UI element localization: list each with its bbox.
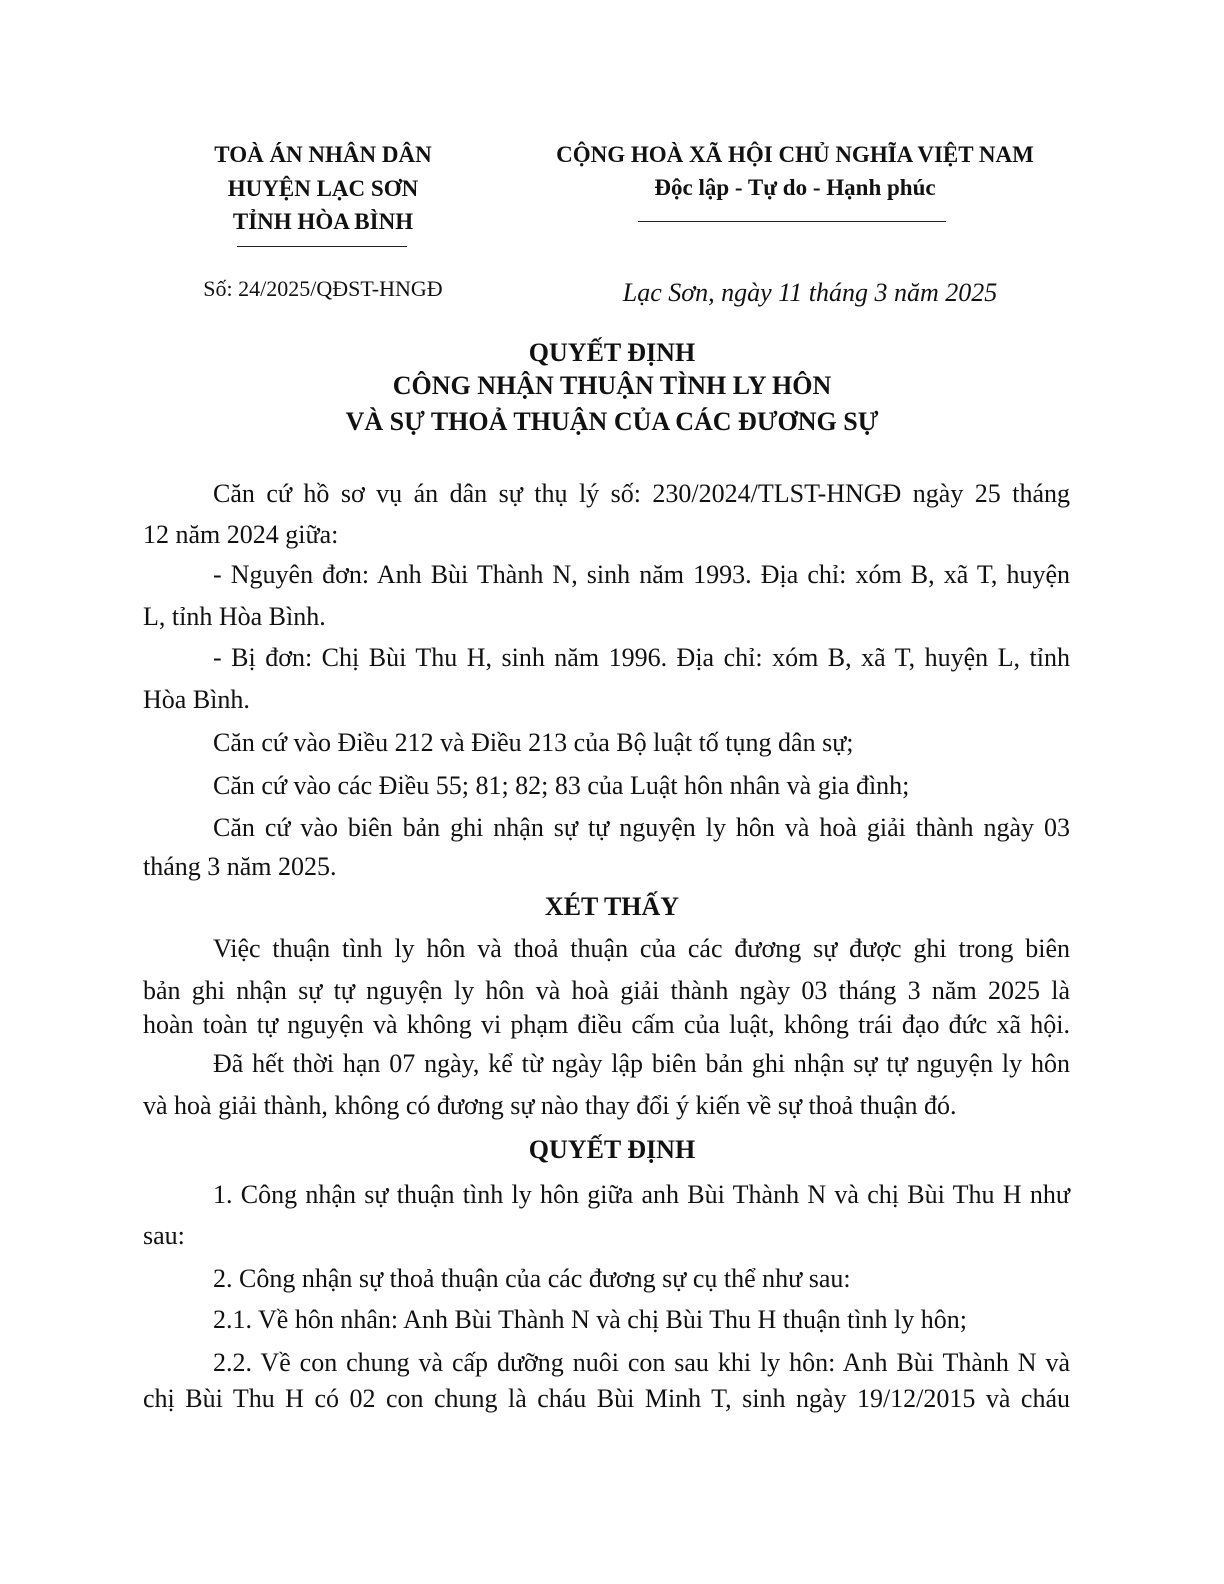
court-province: TỈNH HÒA BÌNH xyxy=(232,209,414,234)
motto-divider xyxy=(638,221,946,222)
place-date: Lạc Sơn, ngày 11 tháng 3 năm 2025 xyxy=(622,278,998,307)
defendant-info-line: Hòa Bình. xyxy=(143,685,250,714)
court-divider xyxy=(237,246,407,247)
decision-item-2: 2. Công nhận sự thoả thuận của các đương sự cụ thể như sau: xyxy=(213,1264,851,1293)
defendant-info-line: - Bị đơn: Chị Bùi Thu H, sinh năm 1996. Địa chỉ: xóm B, xã T, huyện L, tỉnh xyxy=(213,643,1070,672)
decision-heading: QUYẾT ĐỊNH xyxy=(528,1135,696,1164)
findings-line: Đã hết thời hạn 07 ngày, kể từ ngày lập biên bản ghi nhận sự tự nguyện ly hôn xyxy=(213,1049,1070,1078)
decision-item-2-2-line: chị Bùi Thu H có 02 con chung là cháu Bùi Minh T, sinh ngày 19/12/2015 và cháu xyxy=(143,1384,1070,1413)
legal-basis-civil-procedure: Căn cứ vào Điều 212 và Điều 213 của Bộ luật tố tụng dân sự; xyxy=(213,728,854,757)
court-district: HUYỆN LẠC SƠN xyxy=(227,176,419,201)
decision-item-2-1: 2.1. Về hôn nhân: Anh Bùi Thành N và chị Bùi Thu H thuận tình ly hôn; xyxy=(213,1305,967,1334)
decision-item-1-line: sau: xyxy=(143,1221,185,1250)
findings-heading: XÉT THẤY xyxy=(544,892,680,921)
findings-line: và hoà giải thành, không có đương sự nào thay đổi ý kiến về sự thoả thuận đó. xyxy=(143,1091,957,1120)
court-name: TOÀ ÁN NHÂN DÂN xyxy=(214,142,432,167)
title-line-1: QUYẾT ĐỊNH xyxy=(528,338,696,367)
national-title: CỘNG HOÀ XÃ HỘI CHỦ NGHĨA VIỆT NAM xyxy=(556,142,1034,167)
findings-line: hoàn toàn tự nguyện và không vi phạm điều cấm của luật, không trái đạo đức xã hội. xyxy=(143,1010,1070,1039)
findings-line: Việc thuận tình ly hôn và thoả thuận của các đương sự được ghi trong biên xyxy=(213,934,1070,963)
findings-line: bản ghi nhận sự tự nguyện ly hôn và hoà giải thành ngày 03 tháng 3 năm 2025 là xyxy=(143,976,1070,1005)
title-line-2: CÔNG NHẬN THUẬN TÌNH LY HÔN xyxy=(392,371,832,400)
legal-basis-marriage-law: Căn cứ vào các Điều 55; 81; 82; 83 của Luật hôn nhân và gia đình; xyxy=(213,771,910,800)
national-motto: Độc lập - Tự do - Hạnh phúc xyxy=(654,175,936,200)
record-basis-line: Căn cứ vào biên bản ghi nhận sự tự nguyện ly hôn và hoà giải thành ngày 03 xyxy=(213,813,1070,842)
decision-item-2-2-line: 2.2. Về con chung và cấp dưỡng nuôi con sau khi ly hôn: Anh Bùi Thành N và xyxy=(213,1348,1070,1377)
decision-item-1-line: 1. Công nhận sự thuận tình ly hôn giữa anh Bùi Thành N và chị Bùi Thu H như xyxy=(213,1180,1070,1209)
title-line-3: VÀ SỰ THOẢ THUẬN CỦA CÁC ĐƯƠNG SỰ xyxy=(345,407,879,436)
basis-paragraph-line: Căn cứ hồ sơ vụ án dân sự thụ lý số: 230/2024/TLST-HNGĐ ngày 25 tháng xyxy=(213,479,1070,508)
plaintiff-info-line: - Nguyên đơn: Anh Bùi Thành N, sinh năm 1993. Địa chỉ: xóm B, xã T, huyện xyxy=(213,560,1070,589)
basis-paragraph-line: 12 năm 2024 giữa: xyxy=(143,520,339,549)
document-number: Số: 24/2025/QĐST-HNGĐ xyxy=(203,276,443,301)
plaintiff-info-line: L, tỉnh Hòa Bình. xyxy=(143,602,326,631)
record-basis-line: tháng 3 năm 2025. xyxy=(143,852,337,881)
